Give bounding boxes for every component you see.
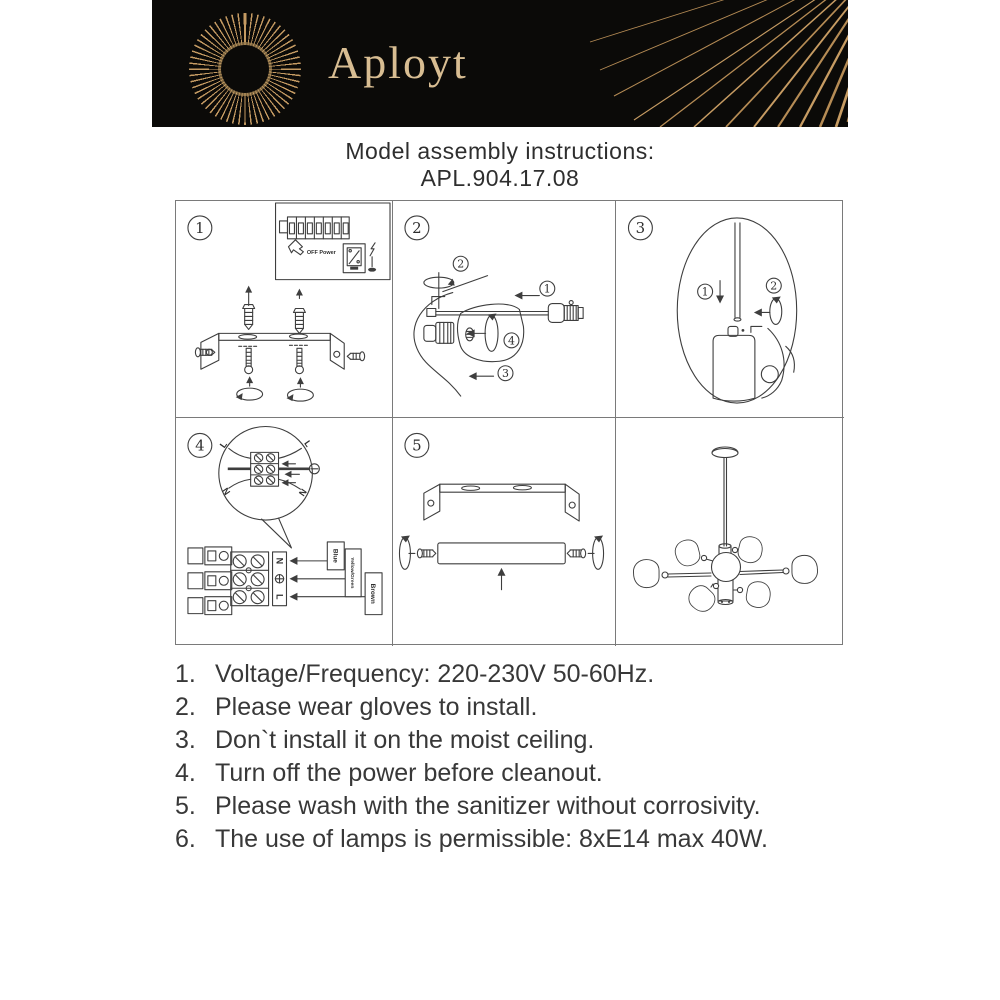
right-screw [567,535,603,569]
wall-anchors [243,286,306,334]
instruction-list [175,658,855,856]
step-number-badge [405,433,429,457]
insert-down-annotation [698,281,724,304]
terminal-label-strip [273,552,287,606]
instruction-number: 5. [175,792,196,820]
svg-text:Brown: Brown [369,583,377,604]
ceiling-canopy [712,447,738,458]
svg-text:1: 1 [543,282,551,296]
instruction-number: 6. [175,825,196,853]
instruction-number: 4. [175,759,196,787]
svg-text:2: 2 [412,218,422,237]
final-assembly-cell [616,418,844,646]
cover-plate [438,543,565,564]
svg-text:Yellow/Green: Yellow/Green [349,557,355,589]
svg-text:L: L [217,439,229,450]
step-number-badge [628,216,652,240]
insert-arrow-annotation [514,281,554,299]
svg-text:4: 4 [507,334,515,348]
step-3-cell [616,201,844,418]
model-number: APL.904.17.08 [420,165,580,191]
step-5-cell [393,418,616,646]
power-off-inset [276,203,390,280]
instruction-item [175,790,855,823]
instruction-text: Please wash with the sanitizer without corrosivity. [215,792,761,820]
svg-text:3: 3 [635,218,646,237]
final-assembly-diagram [616,418,844,646]
mounting-bracket [201,333,344,369]
center-sphere [712,553,741,582]
brand-banner [152,0,848,127]
left-screw [399,535,435,569]
svg-text:N: N [220,485,233,497]
assembly-steps-grid [175,200,843,645]
step-number-badge [188,216,212,240]
decorative-rays-icon [152,0,848,127]
instruction-number: 1. [175,660,196,688]
instruction-number: 3. [175,726,196,754]
socket-plug [548,301,583,323]
step-2-diagram [393,201,615,417]
instruction-item [175,757,855,790]
step-1-cell [176,201,393,418]
step-3-diagram [616,201,844,417]
svg-text:4: 4 [195,436,205,455]
svg-text:N: N [296,486,309,498]
ceiling-bracket [424,484,579,521]
terminal-block-top [231,552,269,606]
svg-text:2: 2 [457,257,465,271]
step-5-diagram [393,418,615,646]
instruction-text: Please wear gloves to install. [215,693,538,721]
step-number-badge [188,433,212,457]
svg-text:1: 1 [701,285,709,299]
svg-text:5: 5 [412,436,422,455]
rotate-annotation [754,278,782,324]
step-1-diagram [176,201,392,417]
svg-text:3: 3 [502,367,509,381]
instruction-item [175,658,855,691]
instruction-number: 2. [175,693,196,721]
terminal-connectors-side [188,547,232,615]
svg-text:1: 1 [195,218,205,237]
step-number-badge [405,216,429,240]
suspension-rod [724,458,727,546]
svg-text:L: L [274,593,285,600]
body-cylinder [713,326,762,401]
mounting-screws [236,348,314,401]
hand-pointer-icon [288,240,303,255]
breaker-switch-icon [343,244,365,273]
lightning-icon [368,243,376,272]
instruction-text: Turn off the power before cleanout. [215,759,603,787]
hanging-rod [734,223,741,321]
svg-text:N: N [274,557,285,565]
svg-text:Blue: Blue [331,548,339,563]
svg-text:L: L [302,438,314,449]
lift-arrow [498,568,506,590]
page-title: Model assembly instructions: [345,138,655,164]
rotate-shade-annotation [467,313,519,351]
instruction-text: Don`t install it on the moist ceiling. [215,726,595,754]
instruction-item [175,724,855,757]
background-parts [761,328,794,398]
wire-color-callouts [289,542,382,615]
step-4-diagram [176,418,392,646]
wiring-detail-bubble [218,426,320,547]
instruction-text: The use of lamps is permissible: 8xE14 max 40W. [215,825,769,853]
instruction-item [175,823,855,856]
instruction-text: Voltage/Frequency: 220-230V 50-60Hz. [215,660,655,688]
step-4-cell [176,418,393,646]
wall-socket-holder [424,322,454,343]
brand-name: Aployt [328,37,468,88]
slide-arrow-annotation [469,366,513,381]
magnifier-ellipse [677,218,796,403]
instruction-item [175,691,855,724]
earth-symbol-icon [275,575,283,583]
inset-label: OFF Power [306,249,336,256]
svg-text:2: 2 [770,279,778,293]
step-2-cell [393,201,616,418]
wall-plate [414,293,461,397]
